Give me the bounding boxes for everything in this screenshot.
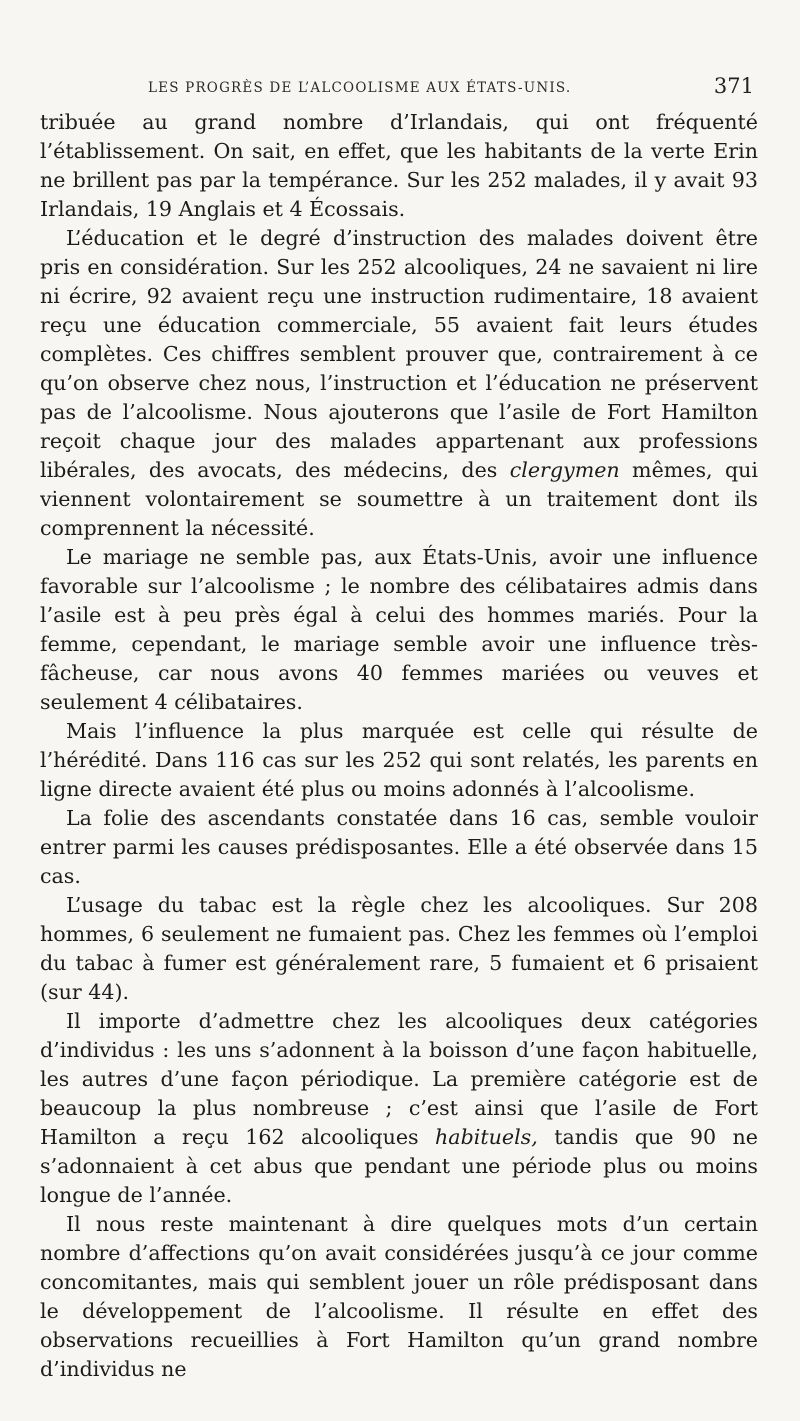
paragraph-7-tail: tandis que 90 ne s’adonnaient à cet abus que pendant une période plus ou moins longue de l’année.: [40, 1125, 758, 1207]
paragraph-2-text: L’éducation et le degré d’instruction des malades doivent être pris en considération. Sur les 252 alcooliques, 24 ne savaient ni lire ni écrire, 92 avaient reçu une instruction rudimentaire, 18 avaient reçu une éducation commerciale, 55 avaient fait leurs études complètes. Ces chiffres semblent prouver que, contrairement à ce qu’on observe chez nous, l’instruction et l’éducation ne préservent pas de l’alcoolisme. Nous ajouterons que l’asile de Fort Hamilton reçoit chaque jour des malades appartenant aux professions libérales, des avocats, des médecins, des: [40, 226, 758, 482]
body-text: [40, 108, 758, 1384]
paragraph-1: tribuée au grand nombre d’Irlandais, qui ont fréquenté l’établissement. On sait, en effet, que les habitants de la verte Erin ne brillent pas par la tempérance. Sur les 252 malades, il y avait 93 Irlandais, 19 Anglais et 4 Écossais.: [40, 110, 758, 221]
paragraph-8: Il nous reste maintenant à dire quelques mots d’un certain nombre d’affections qu’on avait considérées jusqu’à ce jour comme concomitantes, mais qui semblent jouer un rôle prédisposant dans le développement de l’alcoolisme. Il résulte en effet des observations recueillies à Fort Hamilton qu’un grand nombre d’individus ne: [40, 1212, 758, 1381]
paragraph-6: L’usage du tabac est la règle chez les alcooliques. Sur 208 hommes, 6 seulement ne fumaient pas. Chez les femmes où l’emploi du tabac à fumer est généralement rare, 5 fumaient et 6 prisaient (sur 44).: [40, 893, 758, 1004]
italic-term: habituels,: [435, 1125, 538, 1149]
italic-term: clergymen: [509, 458, 620, 482]
paragraph-2-tail: mêmes, qui viennent volontairement se soumettre à un traitement dont ils comprennent la nécessité.: [40, 458, 758, 540]
page-number: 371: [713, 74, 754, 98]
paragraph-7-text: Il importe d’admettre chez les alcooliques deux catégories d’individus : les uns s’adonnent à la boisson d’une façon habituelle, les autres d’une façon périodique. La première catégorie est de beaucoup la plus nombreuse ; c’est ainsi que l’asile de Fort Hamilton a reçu 162 alcooliques: [40, 1009, 758, 1149]
paragraph-4: Mais l’influence la plus marquée est celle qui résulte de l’hérédité. Dans 116 cas sur les 252 qui sont relatés, les parents en ligne directe avaient été plus ou moins adonnés à l’alcoolisme.: [40, 719, 758, 801]
paragraph-7: [40, 1007, 758, 1210]
running-title: LES PROGRÈS DE L’ALCOOLISME AUX ÉTATS-UNIS.: [148, 80, 572, 96]
paragraph-2: [40, 224, 758, 543]
paragraph-5: La folie des ascendants constatée dans 16 cas, semble vouloir entrer parmi les causes prédisposantes. Elle a été observée dans 15 cas.: [40, 806, 758, 888]
paragraph-3: Le mariage ne semble pas, aux États-Unis, avoir une influence favorable sur l’alcoolisme ; le nombre des célibataires admis dans l’asile est à peu près égal à celui des hommes mariés. Pour la femme, cependant, le mariage semble avoir une influence très-fâcheuse, car nous avons 40 femmes mariées ou veuves et seulement 4 célibataires.: [40, 545, 758, 714]
running-head: [40, 74, 762, 104]
